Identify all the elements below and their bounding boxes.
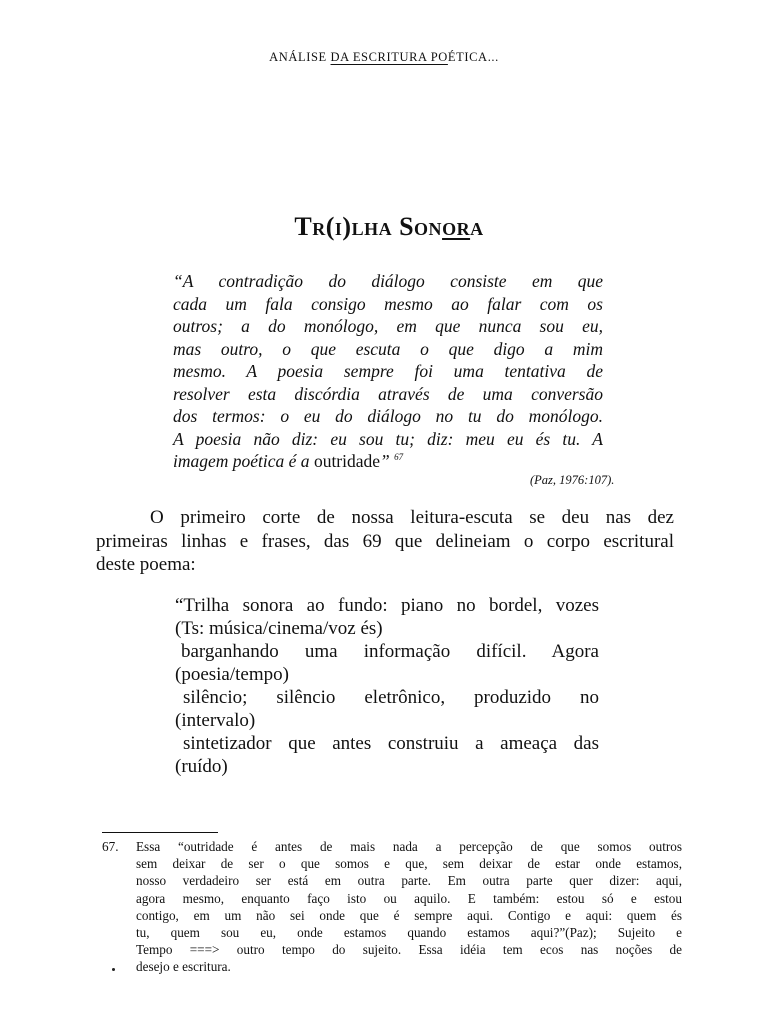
footnote-line: desejo e escritura. [136, 959, 231, 975]
running-header-end: ÉTICA... [447, 50, 499, 64]
epigraph-outridade: outridade [313, 451, 381, 471]
epigraph-line: cada um fala consigo mesmo ao falar com os [173, 293, 603, 314]
epigraph-line: mesmo. A poesia sempre foi uma tentativa de [173, 361, 603, 381]
footnote-line: Essa “outridade é antes de mais nada a percepção de que somos outros [136, 839, 682, 854]
footnote-number: 67. [102, 839, 119, 854]
footnote-line: tu, quem sou eu, onde estamos quando estamos aqui?”(Paz); Sujeito e [136, 925, 682, 941]
footnote-line: nosso verdadeiro ser está em outra parte. Em outra parte quer dizer: aqui, [136, 873, 682, 889]
chapter-title-part-3: a [470, 212, 484, 241]
footnote-line: Tempo ===> outro tempo do sujeito. Essa idéia tem ecos nas noções de [136, 942, 682, 958]
running-header-start: ANÁLISE [269, 50, 331, 64]
epigraph-line: A poesia não diz: eu sou tu; diz: meu eu és tu. A [173, 428, 603, 449]
body-line: primeiras linhas e frases, das 69 que delineiam o corpo escritural [96, 530, 674, 552]
epigraph-line: resolver esta discórdia através de uma conversão [173, 383, 603, 404]
footnote-reference: 67 [394, 452, 404, 463]
chapter-title-part-1: Tr(i)lha Son [294, 212, 443, 241]
footnote-text [136, 838, 682, 976]
poem-excerpt [175, 594, 599, 778]
poem-line: sintetizador que antes construiu a ameaça das [183, 733, 599, 754]
running-header-underlined: DA ESCRITURA PO [330, 50, 448, 64]
epigraph-quote [173, 270, 603, 473]
footnote-divider [102, 832, 218, 833]
epigraph-last-line-end: ” [380, 451, 395, 471]
footnote-line: contigo, em um não sei onde que é sempre aqui. Contigo e aqui: quem és [136, 907, 682, 923]
body-line: deste poema: [96, 554, 196, 575]
body-paragraph [96, 506, 674, 577]
epigraph-line: outros; a do monólogo, em que nunca sou eu, [173, 316, 603, 336]
chapter-title [0, 212, 768, 242]
epigraph-last-line-start: imagem poética é a [173, 451, 314, 471]
poem-line: (poesia/tempo) [175, 664, 289, 685]
running-header [0, 50, 768, 65]
body-line: O primeiro corte de nossa leitura-escuta se deu nas dez [150, 507, 674, 528]
poem-line: (intervalo) [175, 710, 256, 731]
poem-line: (ruído) [175, 756, 228, 777]
epigraph-line: dos termos: o eu do diálogo no tu do monólogo. [173, 406, 603, 426]
poem-line: silêncio; silêncio eletrônico, produzido no [183, 687, 599, 708]
scan-speck [112, 968, 115, 971]
epigraph-line: “A contradição do diálogo consiste em que [173, 271, 603, 291]
epigraph-last-line [173, 450, 603, 473]
footnote-line: sem deixar de ser o que somos e que, sem deixar de estar onde estamos, [136, 856, 682, 872]
poem-line: barganhando uma informação difícil. Agora [181, 641, 599, 662]
poem-line: “Trilha sonora ao fundo: piano no bordel, vozes [175, 595, 599, 616]
epigraph-citation: (Paz, 1976:107). [530, 473, 615, 487]
footnote-line: agora mesmo, enquanto faço isto ou aquilo. E também: estou só e estou [136, 890, 682, 906]
poem-line: (Ts: música/cinema/voz és) [175, 618, 383, 639]
epigraph-line: mas outro, o que escuta o que digo a mim [173, 338, 603, 359]
chapter-title-part-2: or [442, 212, 471, 241]
